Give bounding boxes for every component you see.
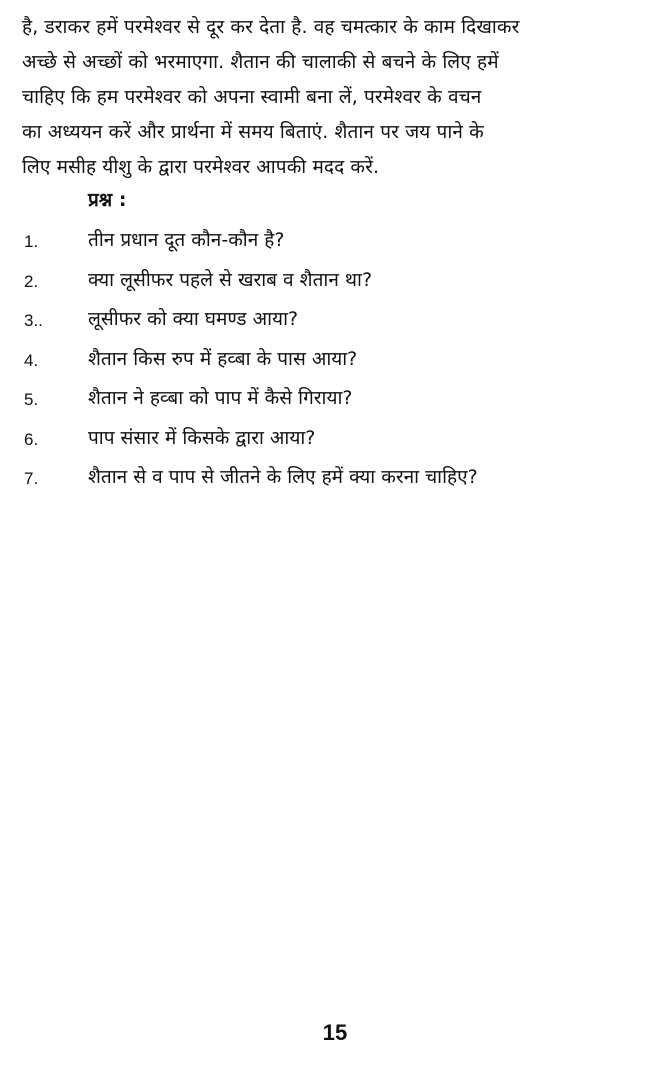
paragraph-line: है, डराकर हमें परमेश्वर से दूर कर देता है. वह चमत्कार के काम दिखाकर: [22, 16, 520, 38]
question-number: 2.: [24, 271, 39, 291]
page-number: 15: [322, 1020, 348, 1045]
questions-list: [22, 223, 662, 500]
question-text: पाप संसार में किसके द्वारा आया?: [88, 426, 316, 449]
question-text: शैतान किस रुप में हव्बा के पास आया?: [88, 347, 358, 370]
question-number: 1.: [24, 232, 39, 251]
question-item: [22, 302, 662, 342]
question-item: [22, 342, 662, 382]
question-text: शैतान से व पाप से जीतने के लिए हमें क्या करना चाहिए?: [88, 466, 478, 488]
question-item: [22, 460, 662, 500]
paragraph-line: अच्छे से अच्छों को भरमाएगा. शैतान की चालाकी से बचने के लिए हमें: [22, 51, 499, 73]
question-item: [22, 421, 662, 461]
paragraph-line: चाहिए कि हम परमेश्वर को अपना स्वामी बना लें, परमेश्वर के वचन: [22, 86, 482, 108]
paragraph-line: लिए मसीह यीशु के द्वारा परमेश्वर आपकी मदद करें.: [22, 156, 380, 178]
question-number: 6.: [24, 429, 39, 449]
paragraph-line: का अध्ययन करें और प्रार्थना में समय बिताएं. शैतान पर जय पाने के: [22, 121, 484, 143]
question-item: [22, 223, 662, 263]
question-item: [22, 263, 662, 303]
question-number: 3..: [24, 311, 43, 330]
question-text: तीन प्रधान दूत कौन-कौन है?: [88, 229, 285, 251]
question-number: 7.: [24, 469, 39, 488]
question-number: 4.: [24, 350, 39, 370]
body-paragraph: [22, 10, 648, 185]
question-number: 5.: [24, 390, 39, 409]
questions-heading: प्रश्न :: [88, 189, 127, 211]
question-text: शैतान ने हव्बा को पाप में कैसे गिराया?: [88, 387, 353, 409]
question-text: लूसीफर को क्या घमण्ड आया?: [88, 308, 299, 330]
question-text: क्या लूसीफर पहले से खराब व शैतान था?: [88, 268, 373, 291]
question-item: [22, 381, 662, 421]
